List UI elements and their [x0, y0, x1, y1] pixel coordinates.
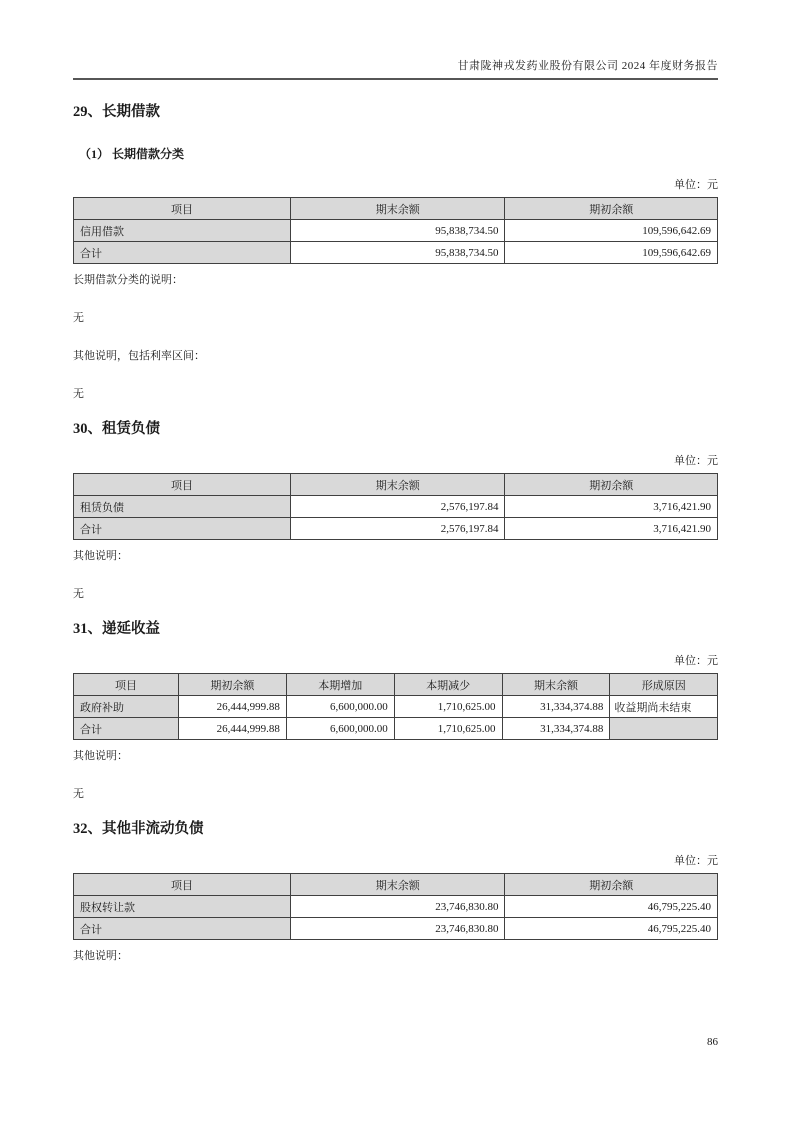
note-value: 无 [73, 388, 84, 400]
unit-label-31: 单位：元 [674, 655, 718, 667]
table-cell: 6,600,000.00 [286, 718, 394, 740]
column-header: 本期减少 [394, 674, 502, 696]
table-cell: 合计 [74, 518, 291, 540]
table-cell: 26,444,999.88 [178, 718, 286, 740]
column-header: 项目 [74, 874, 291, 896]
section-29-heading: 29、长期借款 [73, 104, 160, 120]
table-cell: 46,795,225.40 [505, 896, 718, 918]
column-header: 期初余额 [505, 874, 718, 896]
note-value: 无 [73, 588, 84, 600]
table-cell: 23,746,830.80 [291, 918, 505, 940]
note-label: 其他说明： [73, 550, 128, 562]
table-cell: 95,838,734.50 [291, 220, 505, 242]
table-cell: 109,596,642.69 [505, 242, 718, 264]
table-cell: 23,746,830.80 [291, 896, 505, 918]
column-header: 项目 [74, 474, 291, 496]
table-cell: 信用借款 [74, 220, 291, 242]
column-header: 本期增加 [286, 674, 394, 696]
column-header: 项目 [74, 198, 291, 220]
table-row [74, 220, 718, 242]
column-header: 期末余额 [291, 874, 505, 896]
column-header: 形成原因 [610, 674, 718, 696]
table-cell: 股权转让款 [74, 896, 291, 918]
long-term-borrowings-table [73, 197, 718, 264]
section-29-subheading: （1） 长期借款分类 [79, 147, 185, 161]
table-row [74, 496, 718, 518]
table-cell: 109,596,642.69 [505, 220, 718, 242]
table-cell: 3,716,421.90 [505, 518, 718, 540]
table-row [74, 696, 718, 718]
table-cell: 46,795,225.40 [505, 918, 718, 940]
table-cell: 31,334,374.88 [502, 718, 610, 740]
note-label: 其他说明，包括利率区间： [73, 350, 205, 362]
unit-label-32: 单位：元 [674, 855, 718, 867]
table-cell [610, 718, 718, 740]
section-31-heading: 31、递延收益 [73, 621, 160, 637]
table-row [74, 518, 718, 540]
unit-label-29: 单位：元 [674, 179, 718, 191]
table-header-row [74, 674, 718, 696]
lease-liabilities-table [73, 473, 718, 540]
table-cell: 31,334,374.88 [502, 696, 610, 718]
table-cell: 2,576,197.84 [291, 518, 505, 540]
table-cell: 合计 [74, 918, 291, 940]
column-header: 期末余额 [502, 674, 610, 696]
note-label: 长期借款分类的说明： [73, 274, 183, 286]
table-row [74, 242, 718, 264]
column-header: 项目 [74, 674, 179, 696]
column-header: 期末余额 [291, 474, 505, 496]
table-cell: 合计 [74, 242, 291, 264]
section-32-heading: 32、其他非流动负债 [73, 821, 204, 837]
table-cell: 6,600,000.00 [286, 696, 394, 718]
table-cell: 95,838,734.50 [291, 242, 505, 264]
table-cell: 收益期尚未结束 [610, 696, 718, 718]
column-header: 期初余额 [505, 198, 718, 220]
table-cell: 合计 [74, 718, 179, 740]
table-header-row [74, 474, 718, 496]
table-cell: 1,710,625.00 [394, 718, 502, 740]
deferred-income-table [73, 673, 718, 740]
table-row [74, 918, 718, 940]
document-header-title: 甘肃陇神戎发药业股份有限公司 2024 年度财务报告 [457, 60, 718, 72]
table-header-row [74, 874, 718, 896]
table-row [74, 896, 718, 918]
table-cell: 政府补助 [74, 696, 179, 718]
document-header [73, 57, 718, 80]
note-label: 其他说明： [73, 750, 128, 762]
page-number: 86 [707, 1036, 718, 1048]
table-cell: 26,444,999.88 [178, 696, 286, 718]
note-value: 无 [73, 312, 84, 324]
section-30-heading: 30、租赁负债 [73, 421, 160, 437]
note-label: 其他说明： [73, 950, 128, 962]
column-header: 期初余额 [505, 474, 718, 496]
column-header: 期初余额 [178, 674, 286, 696]
unit-label-30: 单位：元 [674, 455, 718, 467]
table-cell: 租赁负债 [74, 496, 291, 518]
column-header: 期末余额 [291, 198, 505, 220]
table-header-row [74, 198, 718, 220]
note-value: 无 [73, 788, 84, 800]
table-cell: 2,576,197.84 [291, 496, 505, 518]
table-cell: 1,710,625.00 [394, 696, 502, 718]
other-noncurrent-liabilities-table [73, 873, 718, 940]
table-row [74, 718, 718, 740]
table-cell: 3,716,421.90 [505, 496, 718, 518]
